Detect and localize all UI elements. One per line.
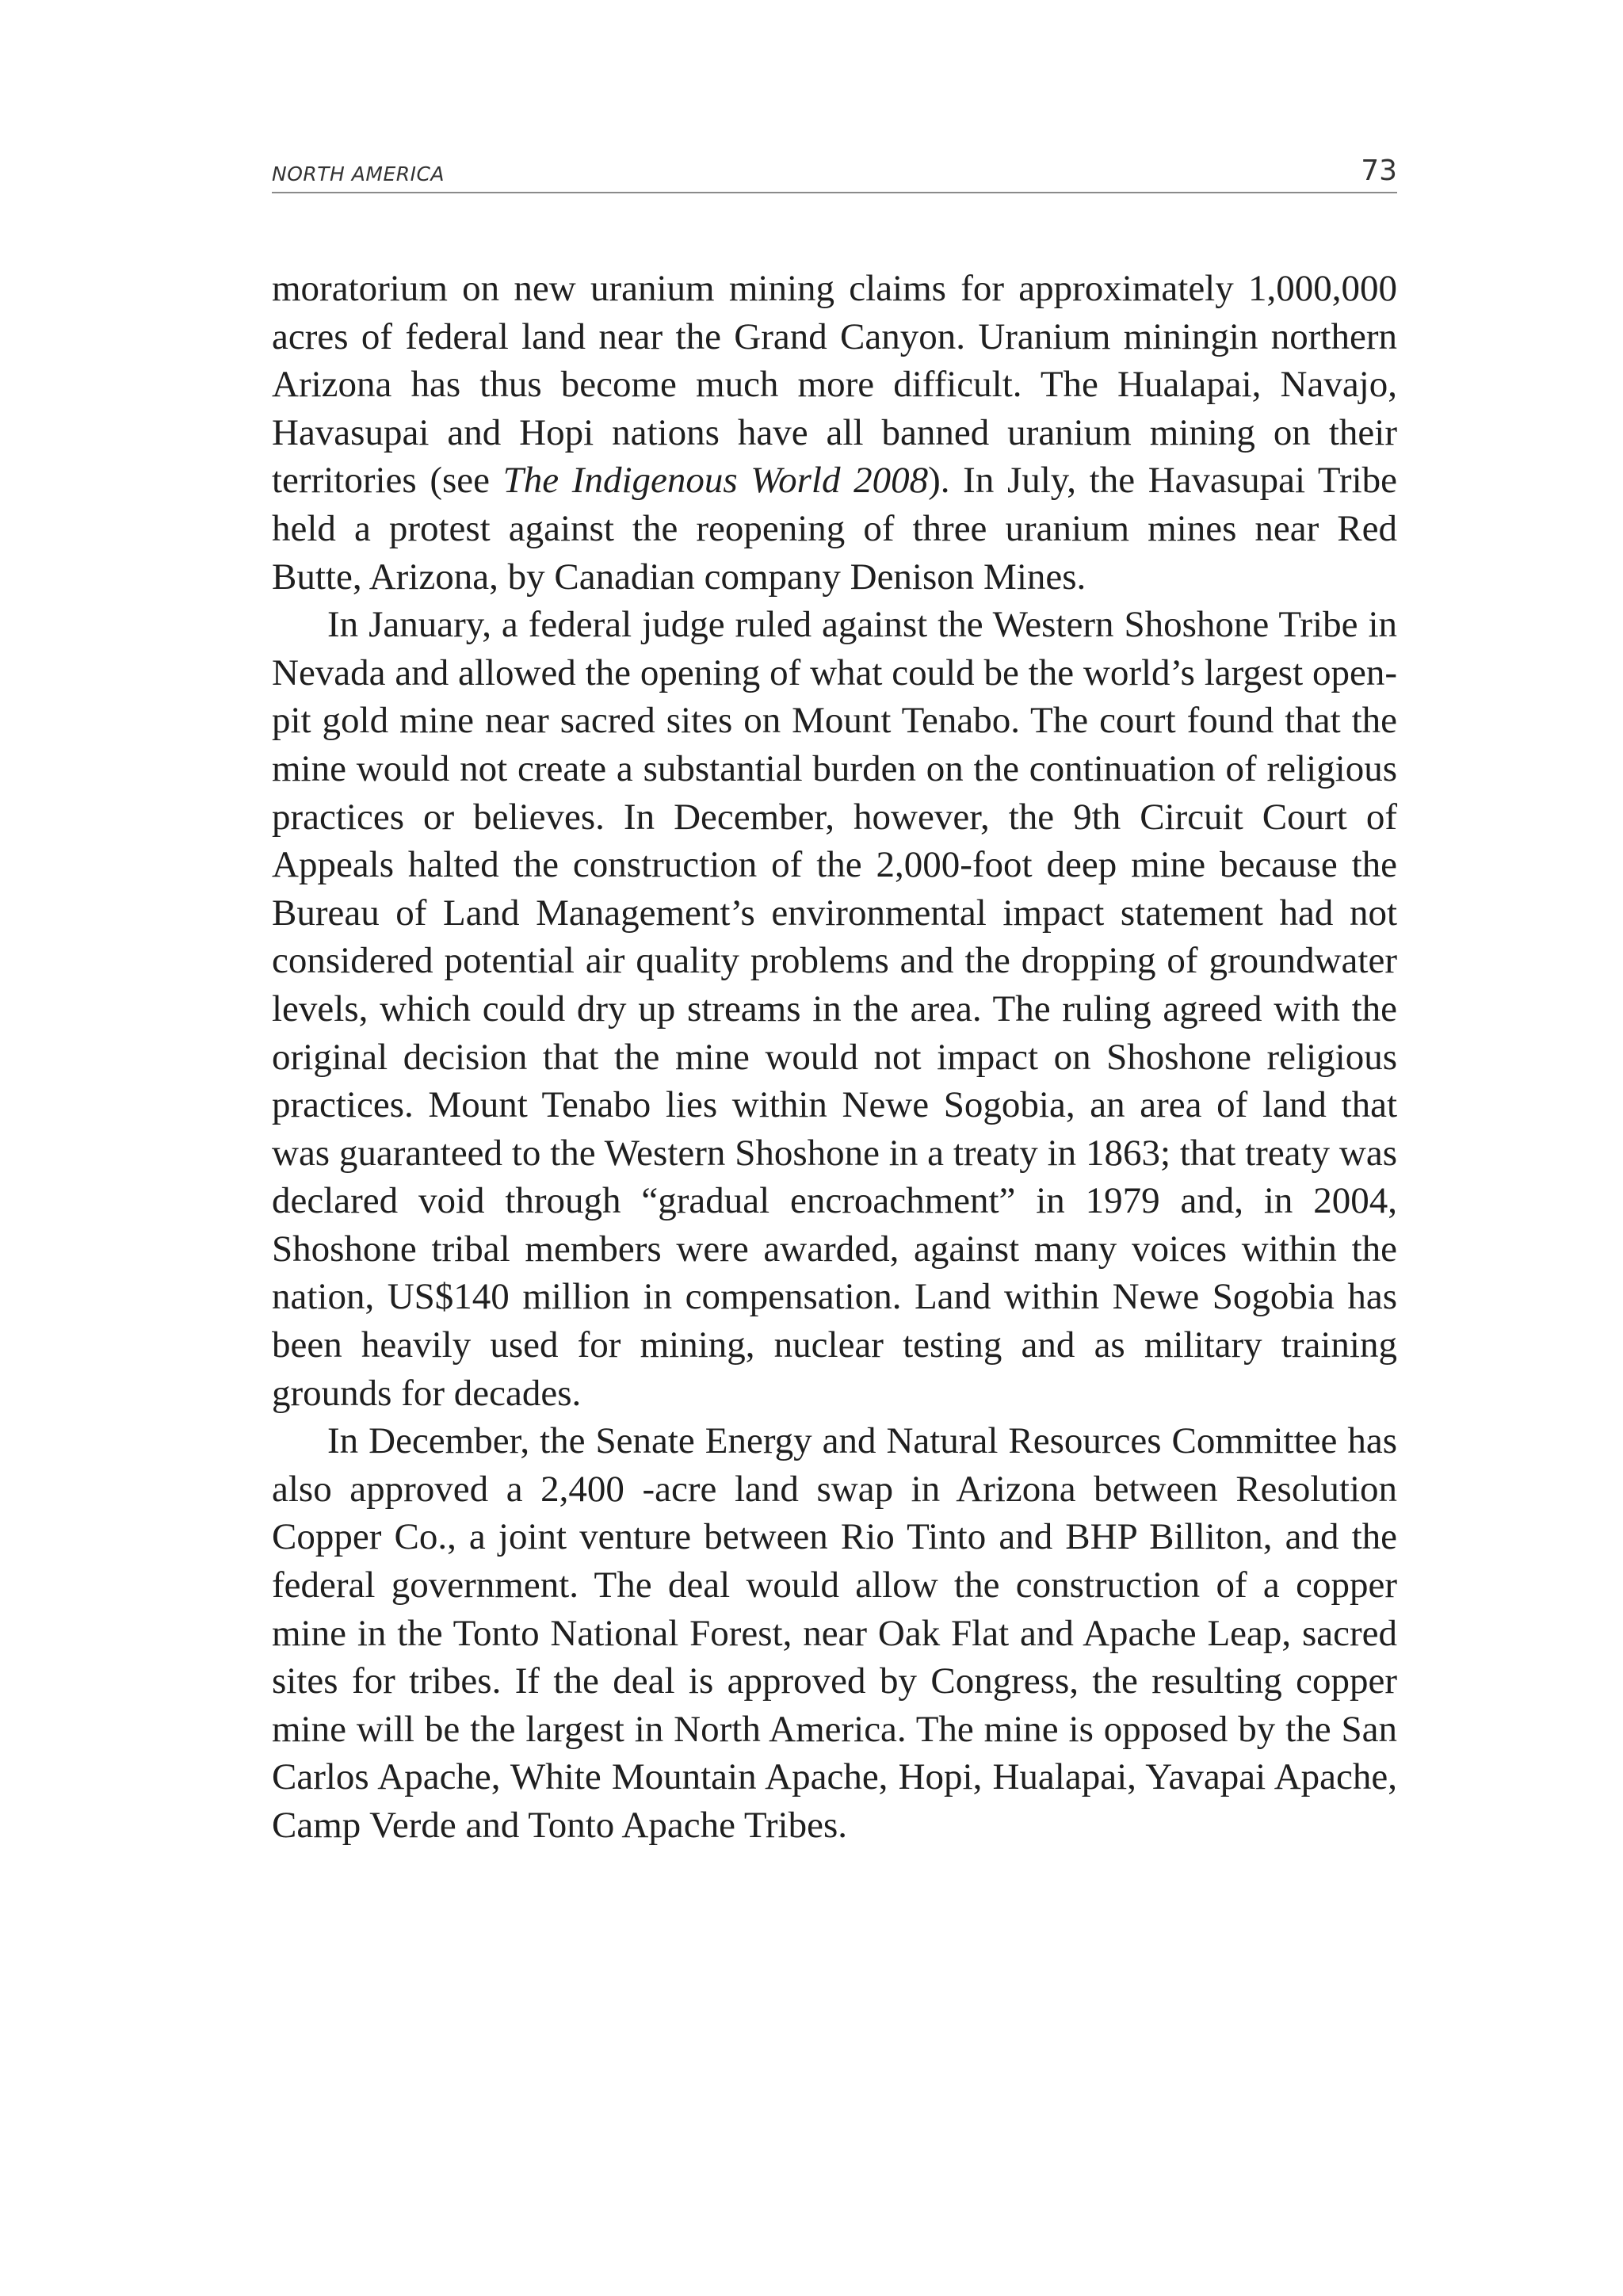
body-text xyxy=(272,265,1397,1850)
paragraph-1 xyxy=(272,265,1397,601)
cited-title: The Indigenous World 2008 xyxy=(502,460,929,502)
paragraph-3 xyxy=(272,1417,1397,1849)
paragraph-1-text-2: ). In July, the Havasupai Tribe held a protest against the reopening of three uranium mines near Red Butte, Arizona, by Canadian company Denison Mines. xyxy=(272,460,1397,598)
paragraph-2 xyxy=(272,601,1397,1417)
paragraph-1-text-1: moratorium on new uranium mining claims for approximately 1,000,000 acres of federal land near the Grand Canyon. Uranium miningin northern Arizona has thus become much more difficult. The Hualapai, Navajo, Havasupai and Hopi nations have all banned uranium mining on their territories (see xyxy=(272,268,1397,502)
paragraph-2-text: In January, a federal judge ruled against the Western Shoshone Tribe in Nevada and allowed the opening of what could be the world’s largest open-pit gold mine near sacred sites on Mount Tenabo. The court found that the mine would not create a substantial burden on the continuation of religious practices or believes. In December, however, the 9th Circuit Court of Appeals halted the construction of the 2,000-foot deep mine because the Bureau of Land Management’s environmental impact statement had not considered potential air quality problems and the dropping of groundwater levels, which could dry up streams in the area. The ruling agreed with the original decision that the mine would not impact on Shoshone religious practices. Mount Tenabo lies within Newe Sogobia, an area of land that was guaranteed to the Western Shoshone in a treaty in 1863; that treaty was declared void through “gradual encroachment” in 1979 and, in 2004, Shoshone tribal members were awarded, against many voices within the nation, US$140 million in compensation. Land within Newe Sogobia has been heavily used for mining, nuclear testing and as military training grounds for decades. xyxy=(272,604,1397,1414)
section-title: NORTH AMERICA xyxy=(272,162,445,185)
running-header xyxy=(272,151,1397,193)
paragraph-3-text: In December, the Senate Energy and Natural Resources Committee has also approved a 2,400 -acre land swap in Arizona between Resolution Copper Co., a joint venture between Rio Tinto and BHP Billiton, and the federal government. The deal would allow the construction of a copper mine in the Tonto National Forest, near Oak Flat and Apache Leap, sacred sites for tribes. If the deal is approved by Congress, the resulting copper mine will be the largest in North America. The mine is opposed by the San Carlos Apache, White Mountain Apache, Hopi, Hualapai, Yavapai Apache, Camp Verde and Tonto Apache Tribes. xyxy=(272,1420,1397,1846)
page-number: 73 xyxy=(1361,155,1397,187)
book-page xyxy=(272,151,1397,1850)
